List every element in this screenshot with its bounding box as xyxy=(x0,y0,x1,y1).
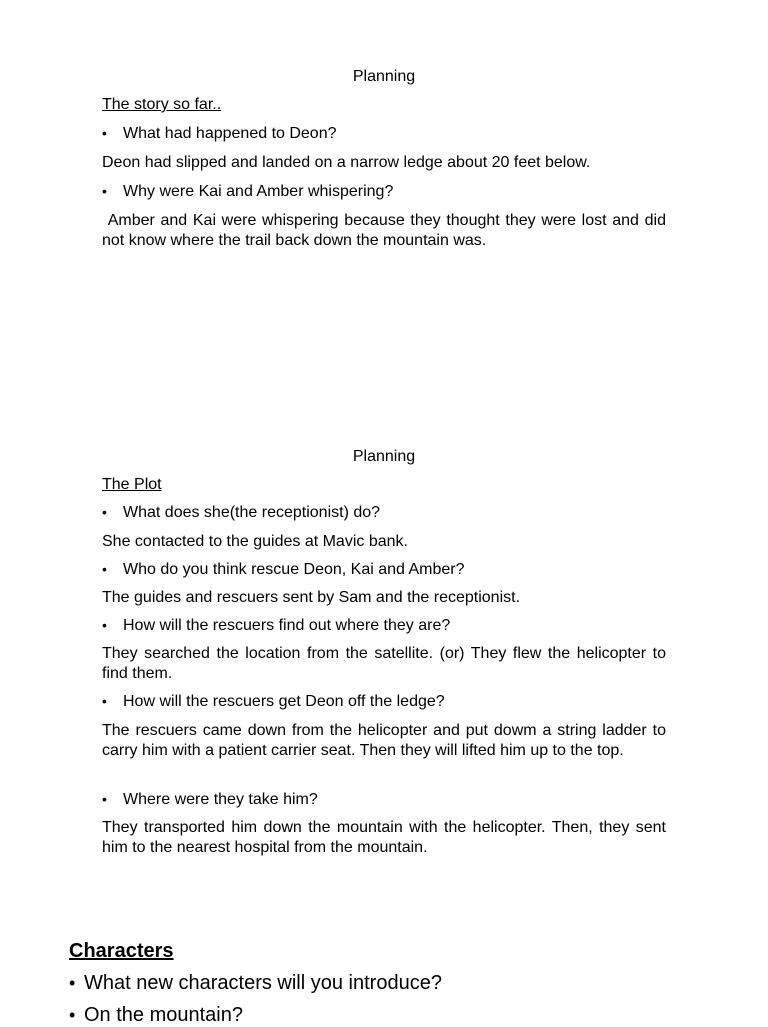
question-item: • What does she(the receptionist) do? xyxy=(102,503,666,523)
answer-text: The guides and rescuers sent by Sam and the receptionist. xyxy=(102,589,521,606)
section-heading xyxy=(102,475,666,495)
section-title: Planning xyxy=(352,68,416,85)
question-item: • How will the rescuers get Deon off the ledge? xyxy=(102,692,666,712)
question-item: • What had happened to Deon? xyxy=(102,124,666,144)
section-heading xyxy=(102,95,666,115)
answer-text: The rescuers came down from the helicopter and put dowm a string ladder to carry him with a patient carrier seat. Then they will lifted him up to the top. xyxy=(102,722,666,759)
question-item: • Where were they take him? xyxy=(102,790,666,810)
question-item: • Who do you think rescue Deon, Kai and Amber? xyxy=(102,560,666,580)
heading-text: The Plot xyxy=(102,476,162,493)
characters-heading: Characters xyxy=(69,940,174,962)
question-item: • On the mountain? xyxy=(69,1003,709,1027)
answer-text: Deon had slipped and landed on a narrow ledge about 20 feet below. xyxy=(102,154,591,171)
question-item: • What new characters will you introduce? xyxy=(69,971,709,995)
section-title: Planning xyxy=(352,448,416,465)
answer-text: They transported him down the mountain with the helicopter. Then, they sent him to the nearest hospital from the mountain. xyxy=(102,819,666,856)
answer-text: Amber and Kai were whispering because they thought they were lost and did not know where the trail back down the mountain was. xyxy=(102,212,671,249)
heading-text: The story so far.. xyxy=(102,96,222,113)
answer-text: They searched the location from the satellite. (or) They flew the helicopter to find them. xyxy=(102,645,666,682)
answer-text: She contacted to the guides at Mavic bank. xyxy=(102,533,408,550)
question-item: • How will the rescuers find out where they are? xyxy=(102,616,666,636)
question-item: • Why were Kai and Amber whispering? xyxy=(102,182,666,202)
